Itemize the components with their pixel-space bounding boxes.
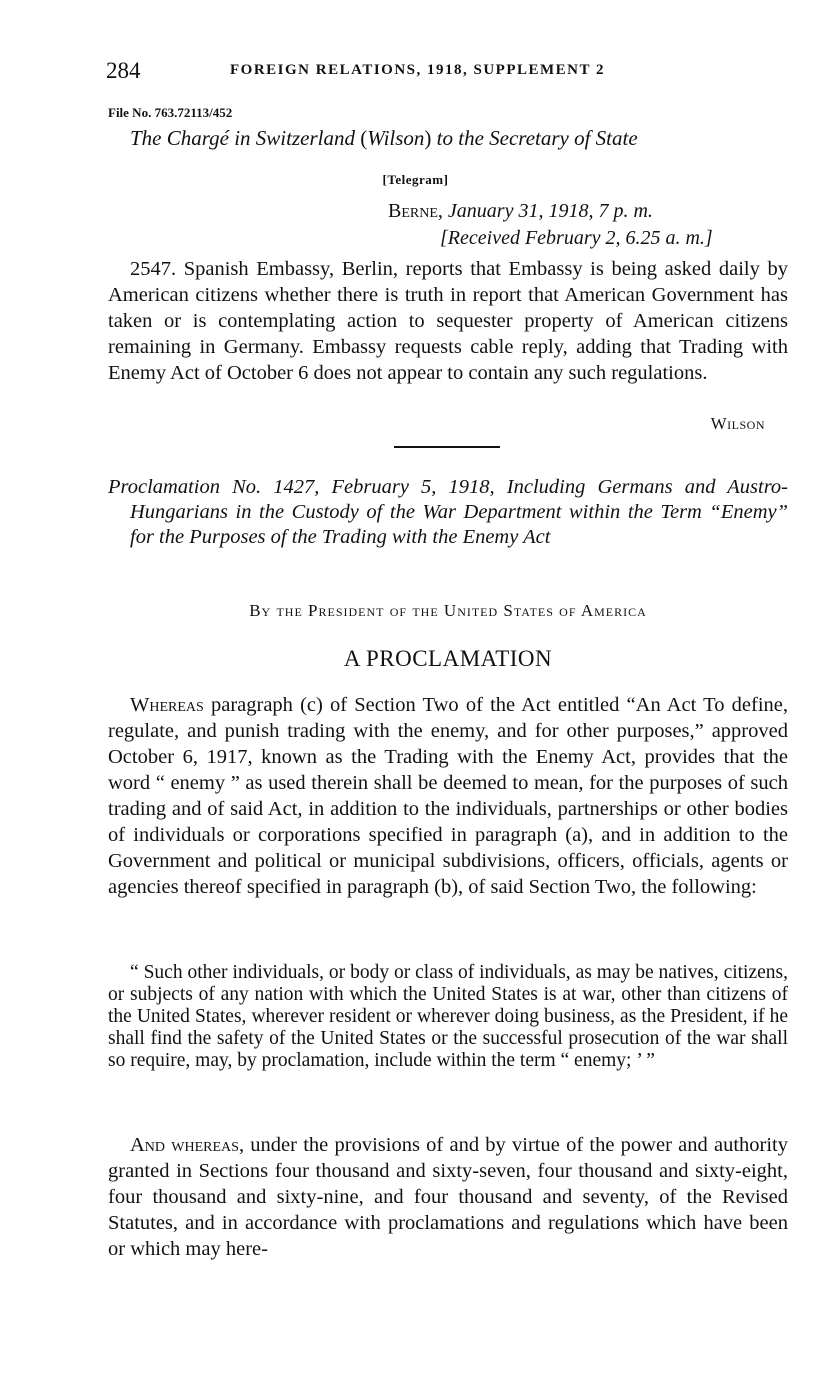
telegram-label: [Telegram]: [382, 172, 449, 187]
proclamation-caption: Proclamation No. 1427, February 5, 1918, Including Germans and Austro-Hungarians in the Custody of the War Department within the Term “Enemy” for the Purposes of the Trading with the Enemy Act: [108, 476, 788, 548]
title-post: to the Secretary of State: [431, 126, 638, 150]
file-number: File No. 763.72113/452: [108, 105, 233, 120]
dateline-place: Berne,: [388, 200, 448, 222]
and-whereas-text: , under the provisions of and by virtue of the power and authority granted in Sections four thousand and sixty-seven, four thousand and sixty-eight, four thousand and sixty-nine, and four thousand and seventy, of the Revised Statutes, and in accordance with proclamations and regulations which have been or which may here-: [108, 1134, 789, 1260]
title-paren-close: ): [424, 126, 432, 150]
received-line: [Received February 2, 6.25 a. m.]: [440, 227, 713, 249]
title-pre: The Chargé in Switzerland: [130, 126, 361, 150]
telegram-body: 2547. Spanish Embassy, Berlin, reports that Embassy is being asked daily by American citizens whether there is truth in report that American Government has taken or is contemplating action to sequester property of American citizens remaining in Germany. Embassy requests cable reply, adding that Trading with Enemy Act of October 6 does not appear to contain any such regulations.: [108, 258, 788, 384]
signature: Wilson: [710, 414, 765, 433]
page-number: 284: [106, 58, 141, 83]
and-whereas-paragraph: [108, 1132, 788, 1262]
proclamation-heading: A PROCLAMATION: [343, 646, 553, 671]
whereas-lead: Whereas: [130, 694, 204, 716]
document-title: [130, 126, 790, 151]
dateline: [388, 200, 653, 223]
running-head: FOREIGN RELATIONS, 1918, SUPPLEMENT 2: [230, 62, 605, 78]
title-paren-open: (: [360, 126, 368, 150]
page-header: [106, 58, 786, 90]
by-line: By the President of the United States of America: [249, 601, 647, 620]
and-whereas-lead: And whereas: [130, 1134, 239, 1156]
whereas-paragraph: [108, 692, 788, 900]
section-divider: [394, 446, 500, 448]
title-name: Wilson: [367, 126, 425, 150]
whereas-text: paragraph (c) of Section Two of the Act entitled “An Act To define, regulate, and punish trading with the enemy, and for other purposes,” approved October 6, 1917, known as the Trading with the Enemy Act, provides that the word “ enemy ” as used therein shall be deemed to mean, for the purposes of such trading and of said Act, in addition to the individuals, partnerships or other bodies of individuals or corporations specified in paragraph (a), and in addition to the Government and political or municipal subdivisions, officers, officials, agents or agencies thereof specified in paragraph (b), of said Section Two, the following:: [108, 694, 788, 898]
dateline-date: January 31, 1918, 7 p. m.: [447, 200, 653, 222]
quoted-statute: “ Such other individuals, or body or class of individuals, as may be natives, citizens, or subjects of any nation with which the United States is at war, other than citizens of the United States, wherever resident or wherever doing business, as the President, if he shall find the safety of the United States or the successful prosecution of the war shall so require, may, by proclamation, include within the term “ enemy; ’ ”: [108, 962, 788, 1071]
